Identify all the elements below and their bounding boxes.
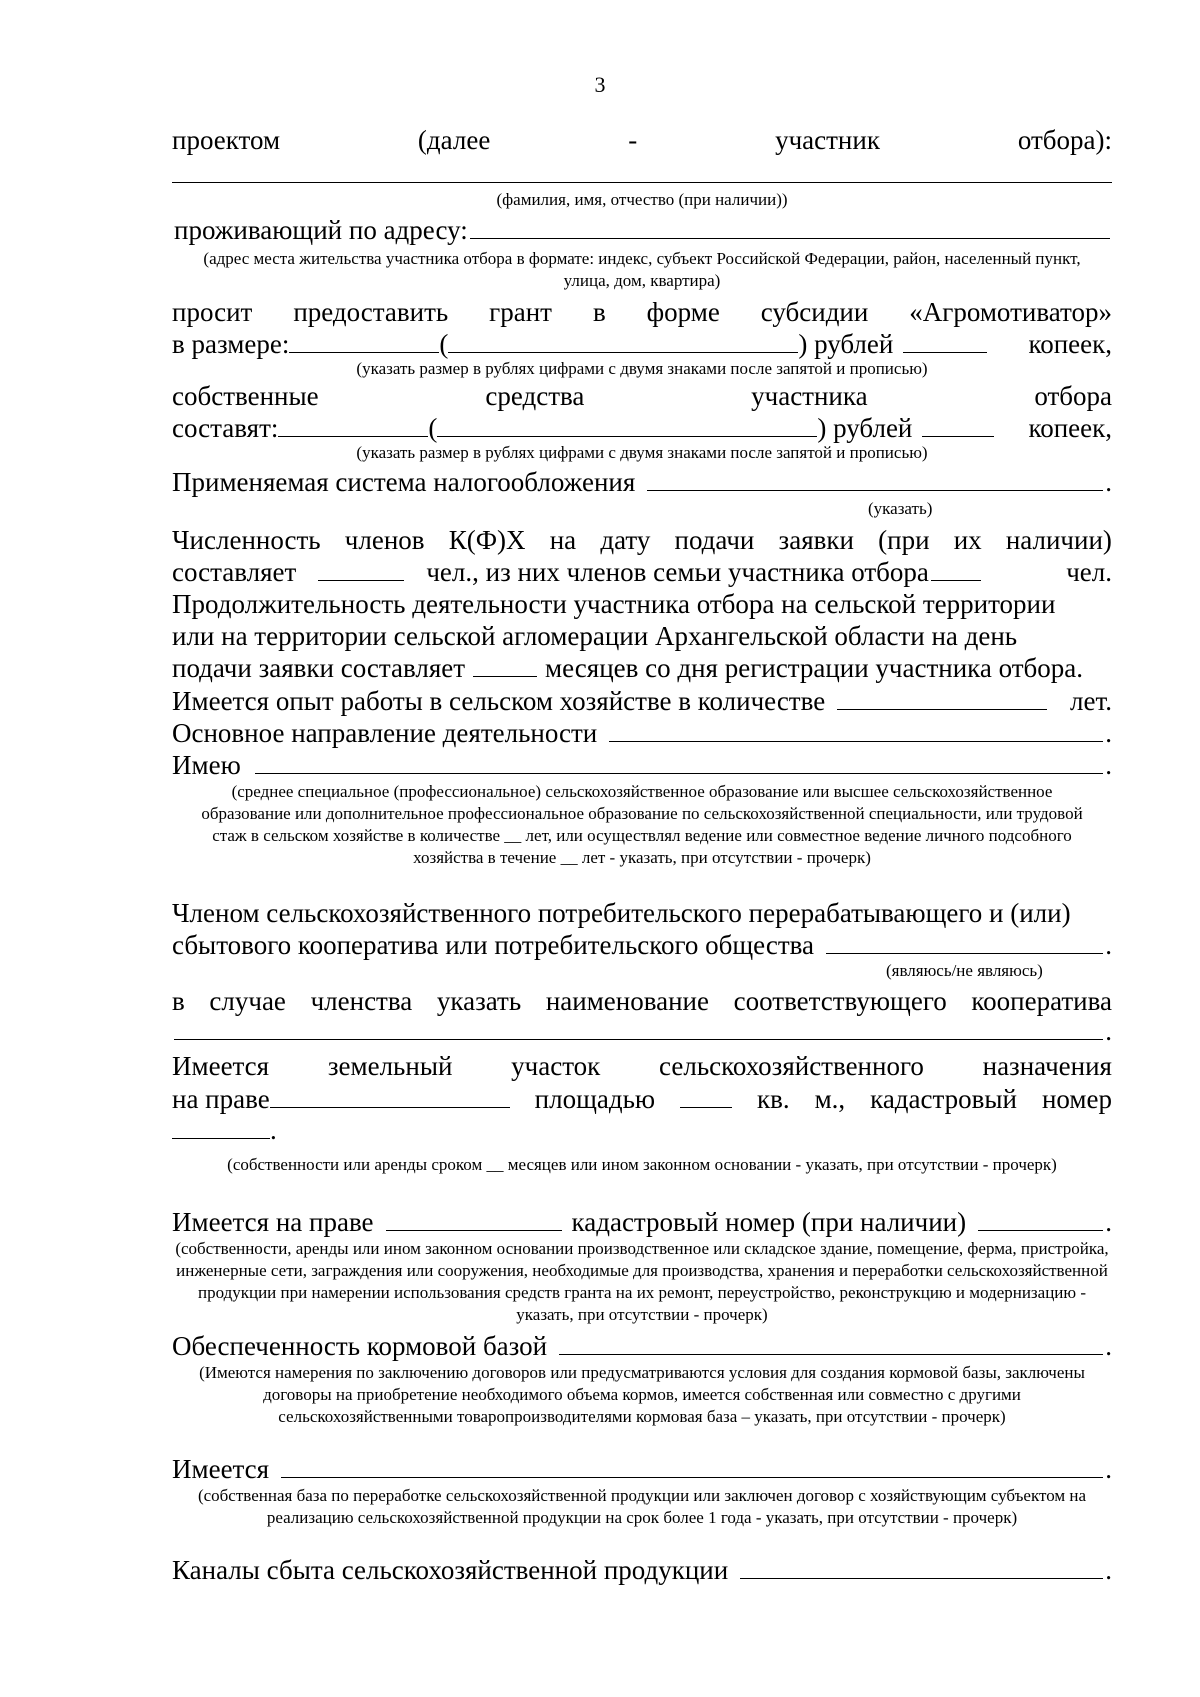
coop-name-field-line [172, 1015, 1112, 1047]
text: на [549, 525, 577, 555]
processing-field[interactable] [281, 1455, 1103, 1478]
text: . [1105, 1454, 1112, 1484]
members-count-line [172, 556, 1112, 588]
grant-amount-field[interactable] [289, 330, 439, 353]
text: Продолжительность деятельности участника отбора на сельской территории [172, 589, 1056, 619]
text: Имеется [172, 1051, 270, 1081]
land-area-field[interactable] [680, 1085, 732, 1108]
education-line [172, 749, 1112, 781]
own-amount-field[interactable] [278, 414, 428, 437]
text: площадью [534, 1084, 656, 1114]
text: ( [439, 329, 449, 359]
own-funds-line [172, 380, 1112, 412]
coop-name-line [172, 985, 1112, 1017]
text: форме [646, 297, 720, 327]
text: месяцев со дня регистрации участника отбора. [545, 653, 1084, 683]
text: - [628, 125, 638, 155]
fio-field[interactable] [172, 182, 1112, 183]
text: К(Ф)Х [448, 525, 526, 555]
text: Основное направление деятельности [172, 718, 598, 748]
tax-field[interactable] [647, 468, 1103, 491]
text: . [1105, 1207, 1112, 1237]
text: . [1105, 1555, 1112, 1585]
text: Имеется [172, 1454, 270, 1484]
text: кв. [756, 1084, 790, 1114]
text: подачи заявки составляет [172, 653, 466, 683]
text: чел. [1066, 557, 1112, 587]
text: кадастровый номер (при наличии) [571, 1207, 967, 1237]
text: Каналы сбыта сельскохозяйственной продукции [172, 1555, 729, 1585]
page-number: 3 [594, 72, 606, 97]
coop-caption: (являюсь/не являюсь) [886, 961, 1043, 980]
text: случае [209, 986, 286, 1016]
address-field[interactable] [470, 216, 1110, 239]
land-right-field[interactable] [270, 1085, 510, 1108]
text: подачи [674, 525, 755, 555]
members-line [172, 524, 1112, 556]
coop-line-1 [172, 897, 1112, 929]
feed-line [172, 1330, 1112, 1362]
text: заявки [778, 525, 854, 555]
text: Имеется опыт работы в сельском хозяйстве в количестве [172, 686, 826, 716]
text: сбытового кооператива или потребительского общества [172, 930, 815, 960]
education-caption: (среднее специальное (профессиональное) сельскохозяйственное образование или высшее сельскохозяйственное образование или дополнительное профессиональное образование по сельскохозяйственной специальности, или трудовой стаж в сельском хозяйстве в количестве __ лет, или осуществлял ведение или совместное ведение личного подсобного хозяйства в течение __ лет - указать, при отсутствии - прочерк) [201, 782, 1083, 867]
text: Обеспеченность кормовой базой [172, 1331, 548, 1361]
building-line [172, 1206, 1112, 1238]
text: указать [436, 986, 522, 1016]
text: в [592, 297, 606, 327]
tax-caption: (указать) [868, 499, 933, 518]
text: субсидии [760, 297, 869, 327]
family-count-field[interactable] [931, 558, 981, 581]
sales-field[interactable] [740, 1556, 1103, 1579]
text: . [1105, 930, 1112, 960]
text: проектом [172, 125, 281, 155]
text: наименование [545, 986, 709, 1016]
building-caption: (собственности, аренды или ином законном основании производственное или складское здание, помещение, ферма, пристройка, инженерные сети, заграждения или сооружения, необходимые для производства, хранения и переработки сельскохозяйственной продукции при намерении использования средств гранта на их ремонт, переустройство, реконструкцию и модернизацию - указать, при отсутствии - прочерк) [175, 1239, 1109, 1324]
own-kopeks-field[interactable] [922, 414, 994, 437]
text: отбора): [1017, 125, 1112, 155]
text: земельный [327, 1051, 453, 1081]
text: . [1105, 467, 1112, 497]
coop-line-2 [172, 929, 1112, 961]
tax-line [172, 466, 1112, 498]
text: (при [878, 525, 930, 555]
text: ( [428, 413, 438, 443]
address-line [174, 214, 1112, 246]
feed-caption: (Имеются намерения по заключению договоров или предусматриваются условия для создания кормовой базы, заключены договоры на приобретение необходимого объема кормов, имеется собственная или совместно с другими сельскохозяйственными товаропроизводителями кормовая база – указать, при отсутствии - прочерк) [199, 1363, 1085, 1426]
grant-caption: (указать размер в рублях цифрами с двумя знаками после запятой и прописью) [356, 359, 928, 378]
text: кооператива [971, 986, 1112, 1016]
land-line-2 [172, 1083, 1112, 1115]
text: в [172, 986, 185, 1016]
own-funds-size-line [172, 412, 1112, 444]
tax-label: Применяемая система налогообложения [172, 467, 636, 497]
processing-caption: (собственная база по переработке сельскохозяйственной продукции или заключен договор с хозяйствующим субъектом на реализацию сельскохозяйственной продукции на срок более 1 года - указать, при отсутствии - прочерк) [197, 1486, 1087, 1527]
text: средства [485, 381, 585, 411]
text: копеек, [1028, 413, 1112, 443]
direction-field[interactable] [609, 719, 1103, 742]
text: . [1105, 1016, 1112, 1046]
own-amount-words-field[interactable] [437, 414, 817, 437]
education-field[interactable] [255, 751, 1104, 774]
coop-name-field[interactable] [174, 1017, 1103, 1040]
text: ) рублей [817, 413, 913, 443]
text: Имеется на праве [172, 1207, 374, 1237]
text: . [1105, 1331, 1112, 1361]
text: членства [310, 986, 413, 1016]
text: отбора [1034, 381, 1112, 411]
text: назначения [982, 1051, 1112, 1081]
duration-line-1 [172, 588, 1112, 620]
address-caption: (адрес места жительства участника отбора в формате: индекс, субъект Российской Федерации, район, населенный пункт, улица, дом, квартира) [203, 249, 1081, 290]
text: собственные [172, 381, 319, 411]
text: лет. [1070, 686, 1112, 716]
text: чел., из них членов семьи участника отбора [426, 557, 929, 587]
intro-line [172, 124, 1112, 156]
experience-line [172, 685, 1112, 717]
processing-line [172, 1453, 1112, 1485]
text: составят: [172, 413, 279, 443]
duration-line-2 [172, 620, 1112, 652]
text: участник [775, 125, 880, 155]
sales-line [172, 1554, 1112, 1586]
duration-line-3 [172, 652, 1112, 684]
land-caption: (собственности или аренды сроком __ месяцев или ином законном основании - указать, при отсутствии - прочерк) [227, 1155, 1057, 1174]
text: членов [344, 525, 425, 555]
direction-line [172, 717, 1112, 749]
members-count-field[interactable] [318, 558, 404, 581]
text: копеек, [1028, 329, 1112, 359]
text: ) рублей [798, 329, 894, 359]
own-funds-caption: (указать размер в рублях цифрами с двумя знаками после запятой и прописью) [356, 443, 928, 462]
text: на праве [172, 1084, 270, 1114]
text: . [270, 1115, 277, 1145]
text: дату [600, 525, 651, 555]
text: «Агромотиватор» [909, 297, 1112, 327]
text: составляет [172, 557, 297, 587]
text: участника [751, 381, 868, 411]
land-line-1 [172, 1050, 1112, 1082]
text: наличии) [1005, 525, 1112, 555]
land-cadastral-field[interactable] [172, 1116, 270, 1139]
text: номер [1041, 1084, 1112, 1114]
text: предоставить [293, 297, 449, 327]
text: кадастровый [870, 1084, 1017, 1114]
coop-member-field[interactable] [826, 931, 1103, 954]
grant-line [172, 296, 1112, 328]
land-line-3 [172, 1114, 1112, 1146]
text: м., [814, 1084, 846, 1114]
grant-amount-words-field[interactable] [448, 330, 798, 353]
text: Имею [172, 750, 241, 780]
building-right-field[interactable] [386, 1208, 562, 1231]
text: (далее [417, 125, 491, 155]
address-label: проживающий по адресу: [174, 215, 468, 245]
text: в размере: [172, 329, 290, 359]
text: Численность [172, 525, 321, 555]
fio-caption: (фамилия, имя, отчество (при наличии)) [496, 190, 788, 209]
feed-field[interactable] [559, 1332, 1103, 1355]
experience-years-field[interactable] [837, 687, 1047, 710]
text: их [953, 525, 982, 555]
text: . [1105, 718, 1112, 748]
text: грант [489, 297, 552, 327]
text: или на территории сельской агломерации Архангельской области на день [172, 621, 1018, 651]
grant-size-line [172, 328, 1112, 360]
months-field[interactable] [473, 654, 537, 677]
text: участок [511, 1051, 601, 1081]
text: сельскохозяйственного [659, 1051, 924, 1081]
building-cadastral-field[interactable] [978, 1208, 1103, 1231]
text: соответствующего [733, 986, 947, 1016]
grant-kopeks-field[interactable] [903, 330, 987, 353]
text: . [1105, 750, 1112, 780]
text: просит [172, 297, 253, 327]
text: Членом сельскохозяйственного потребительского перерабатывающего и (или) [172, 898, 1071, 928]
